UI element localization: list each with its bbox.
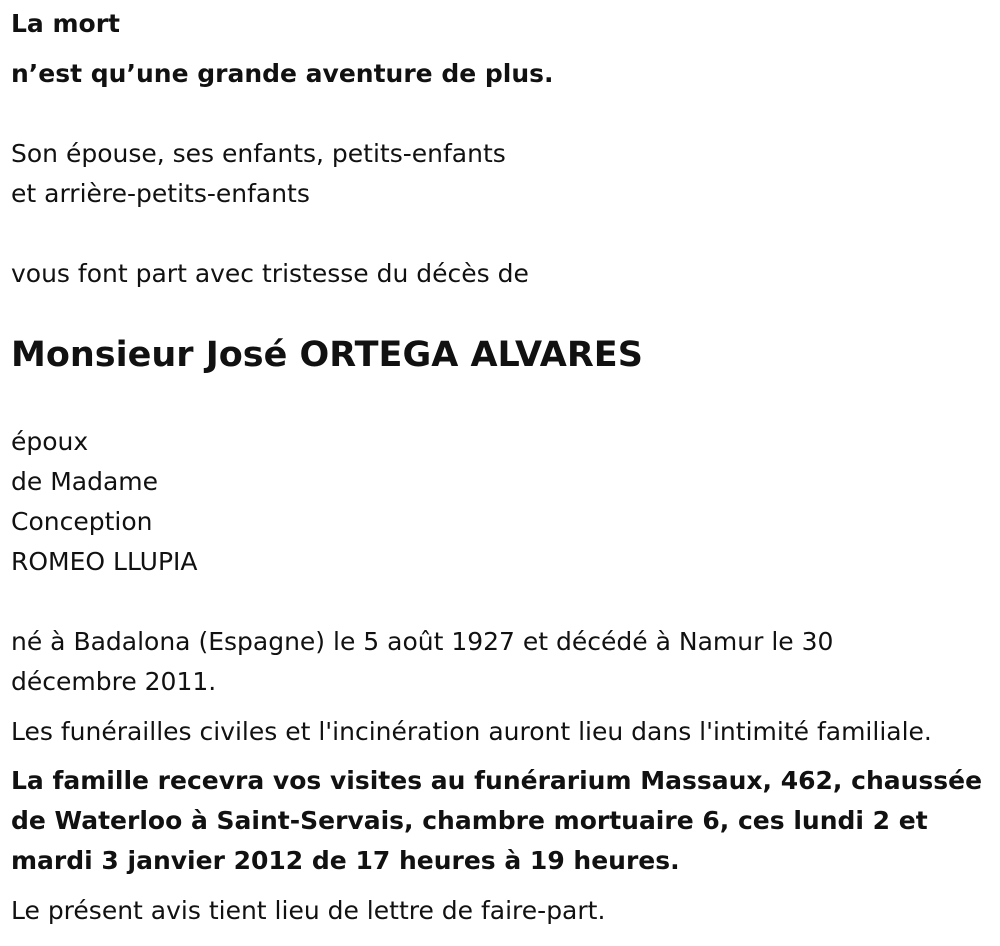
birth-death-line-1: né à Badalona (Espagne) le 5 août 1927 et décédé à Namur le 30 (11, 627, 834, 656)
visits-line-2: de Waterloo à Saint-Servais, chambre mortuaire 6, ces lundi 2 et (11, 806, 928, 835)
epigraph-line-2: n’est qu’une grande aventure de plus. (11, 59, 554, 88)
spouse-line-4: ROMEO LLUPIA (11, 547, 198, 576)
family-line-1: Son épouse, ses enfants, petits-enfants (11, 139, 506, 168)
spouse-line-3: Conception (11, 507, 153, 536)
visits-line-1: La famille recevra vos visites au funérarium Massaux, 462, chaussée (11, 766, 983, 795)
family-line-2: et arrière-petits-enfants (11, 179, 310, 208)
visits-line-3: mardi 3 janvier 2012 de 17 heures à 19 heures. (11, 846, 680, 875)
funeral-text: Les funérailles civiles et l'incinération auront lieu dans l'intimité familiale. (11, 717, 932, 746)
epigraph-line-1: La mort (11, 9, 121, 38)
deceased-name: Monsieur José ORTEGA ALVARES (11, 335, 643, 375)
closing-text: Le présent avis tient lieu de lettre de faire-part. (11, 896, 606, 925)
spouse-line-1: époux (11, 427, 89, 456)
birth-death-line-2: décembre 2011. (11, 667, 217, 696)
announcement-text: vous font part avec tristesse du décès de (11, 259, 529, 288)
spouse-line-2: de Madame (11, 467, 159, 496)
